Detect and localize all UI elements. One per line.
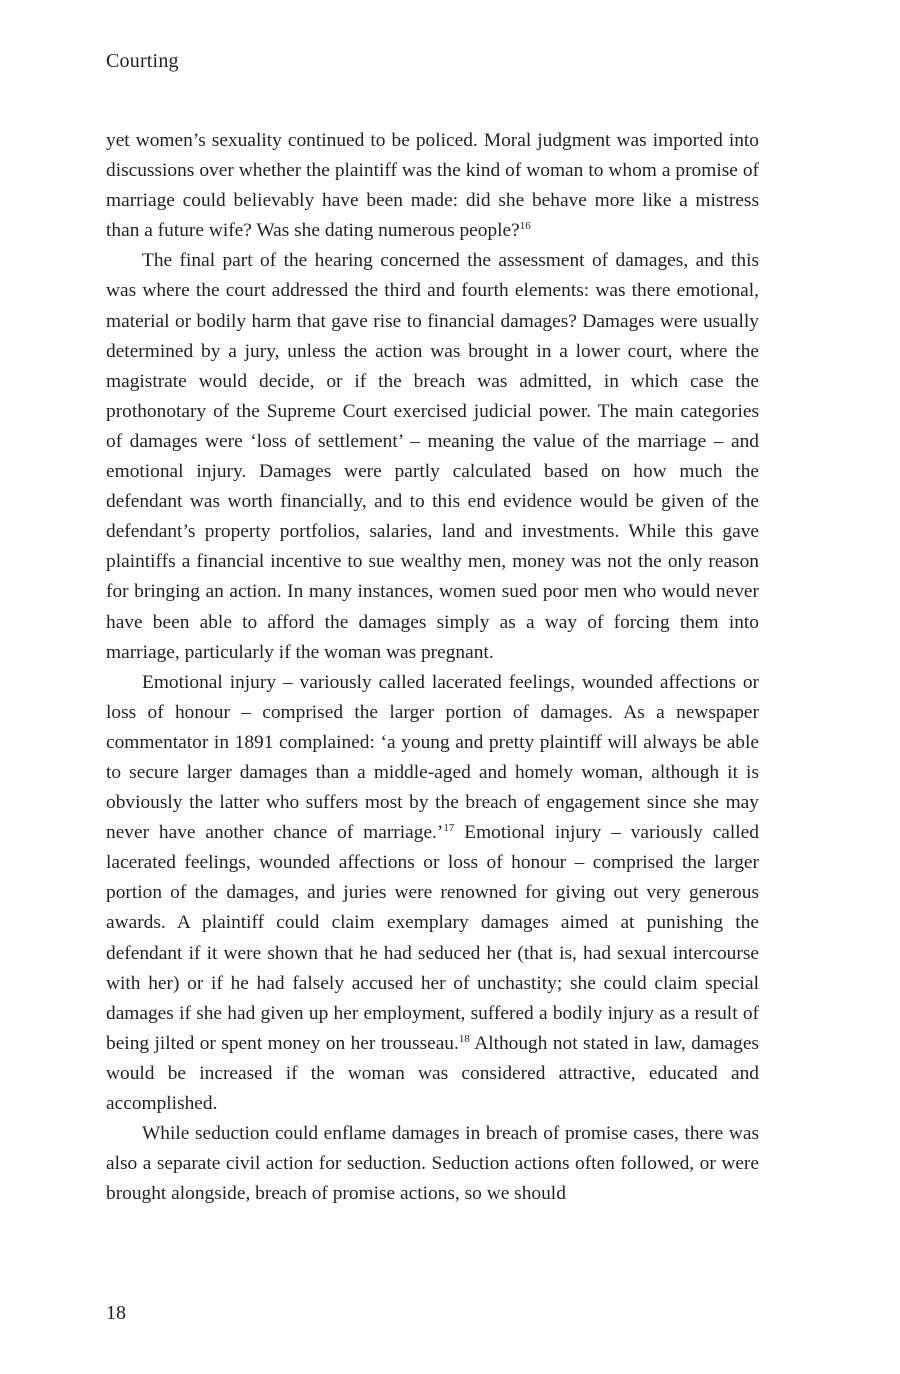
paragraph-text: Although not stated in law, damages would be increased if the woman was considered attractive, educated and accomplished. [106, 1032, 759, 1114]
body-text [106, 126, 759, 1209]
paragraph [106, 668, 759, 1119]
footnote-marker[interactable]: 17 [443, 822, 455, 835]
paragraph-text: Emotional injury – variously called lacerated feelings, wounded affections or loss of honour – comprised the larger portion of damages. As a newspaper commentator in 1891 complained: ‘a young and pretty plaintiff will always be able to secure larger damages than a middle-aged and homely woman, although it is obviously the latter who suffers most by the breach of engagement since she may never have another chance of marriage.’ [106, 671, 759, 844]
paragraph-text: yet women’s sexuality continued to be policed. Moral judgment was imported into discussions over whether the plaintiff was the kind of woman to whom a promise of marriage could believably have been made: did she behave more like a mistress than a future wife? Was she dating numerous people? [106, 130, 759, 242]
paragraph-text: The final part of the hearing concerned the assessment of damages, and this was where the court addressed the third and fourth elements: was there emotional, material or bodily harm that gave rise to financial damages? Damages were usually determined by a jury, unless the action was brought in a lower court, where the magistrate would decide, or if the breach was admitted, in which case the prothonotary of the Supreme Court exercised judicial power. The main categories of damages were ‘loss of settlement’ – meaning the value of the marriage – and emotional injury. Damages were partly calculated based on how much the defendant was worth financially, and to this end evidence would be given of the defendant’s property portfolios, salaries, land and investments. While this gave plaintiffs a financial incentive to sue wealthy men, money was not the only reason for bringing an action. In many instances, women sued poor men who would never have been able to afford the damages simply as a way of forcing them into marriage, particularly if the woman was pregnant. [106, 250, 759, 663]
footnote-marker[interactable]: 16 [519, 220, 531, 233]
paragraph [106, 126, 759, 246]
paragraph-text: Emotional injury – variously called lacerated feelings, wounded affections or loss of honour – comprised the larger portion of the damages, and juries were renowned for giving out very generous awards. A plaintiff could claim exemplary damages aimed at punishing the defendant if it were shown that he had seduced her (that is, had sexual intercourse with her) or if he had falsely accused her of unchastity; she could claim special damages if she had given up her employment, suffered a bodily injury as a result of being jilted or spent money on her trousseau. [106, 822, 759, 1054]
paragraph [106, 246, 759, 667]
page-number: 18 [106, 1302, 126, 1324]
paragraph-text: While seduction could enflame damages in breach of promise cases, there was also a separate civil action for seduction. Seduction actions often followed, or were brought alongside, breach of promise actions, so we should [106, 1123, 759, 1205]
paragraph [106, 1119, 759, 1209]
running-head: Courting [106, 50, 179, 72]
footnote-marker[interactable]: 18 [458, 1032, 470, 1045]
